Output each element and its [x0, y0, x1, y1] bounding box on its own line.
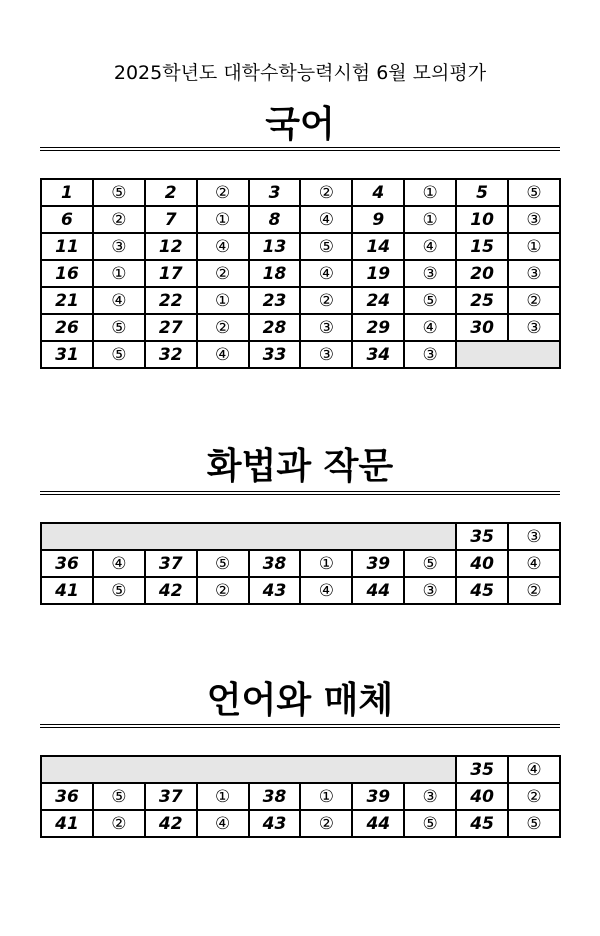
answer-choice: ③ — [300, 341, 352, 368]
answer-choice: ③ — [93, 233, 145, 260]
question-number: 8 — [249, 206, 301, 233]
question-number: 31 — [41, 341, 93, 368]
answer-choice: ② — [197, 577, 249, 604]
answer-choice: ① — [93, 260, 145, 287]
question-number: 2 — [145, 179, 197, 206]
answer-row — [41, 550, 560, 577]
empty-cell — [456, 341, 560, 368]
answer-choice: ④ — [197, 233, 249, 260]
section-title-speech-writing: 화법과 작문 — [206, 446, 394, 487]
answer-choice: ⑤ — [508, 179, 560, 206]
question-number: 26 — [41, 314, 93, 341]
answer-choice: ② — [300, 287, 352, 314]
answer-choice: ① — [197, 287, 249, 314]
question-number: 40 — [456, 550, 508, 577]
question-number: 11 — [41, 233, 93, 260]
answer-choice: ④ — [404, 233, 456, 260]
answer-choice: ③ — [508, 314, 560, 341]
question-number: 17 — [145, 260, 197, 287]
answer-choice: ⑤ — [508, 810, 560, 837]
question-number: 44 — [352, 810, 404, 837]
question-number: 39 — [352, 783, 404, 810]
question-number: 15 — [456, 233, 508, 260]
answer-choice: ⑤ — [404, 550, 456, 577]
answer-choice: ④ — [404, 314, 456, 341]
answer-row — [41, 179, 560, 206]
answer-choice: ③ — [404, 783, 456, 810]
question-number: 38 — [249, 783, 301, 810]
answer-choice: ④ — [508, 550, 560, 577]
answer-row — [41, 756, 560, 783]
question-number: 43 — [249, 577, 301, 604]
answer-row — [41, 523, 560, 550]
answer-row — [41, 341, 560, 368]
answer-row — [41, 783, 560, 810]
answer-choice: ⑤ — [93, 577, 145, 604]
question-number: 36 — [41, 783, 93, 810]
answer-choice: ① — [197, 206, 249, 233]
question-number: 19 — [352, 260, 404, 287]
exam-title: 2025학년도 대학수학능력시험 6월 모의평가 — [113, 62, 487, 84]
question-number: 42 — [145, 577, 197, 604]
answer-choice: ③ — [404, 260, 456, 287]
question-number: 41 — [41, 577, 93, 604]
question-number: 28 — [249, 314, 301, 341]
question-number: 40 — [456, 783, 508, 810]
answer-choice: ① — [300, 783, 352, 810]
question-number: 10 — [456, 206, 508, 233]
question-number: 43 — [249, 810, 301, 837]
answer-choice: ④ — [300, 260, 352, 287]
answer-choice: ③ — [508, 206, 560, 233]
question-number: 5 — [456, 179, 508, 206]
answer-choice: ② — [93, 206, 145, 233]
answer-choice: ④ — [508, 756, 560, 783]
answer-choice: ① — [404, 179, 456, 206]
answer-row — [41, 260, 560, 287]
answer-choice: ② — [197, 179, 249, 206]
answer-choice: ④ — [93, 550, 145, 577]
answer-choice: ⑤ — [404, 287, 456, 314]
question-number: 37 — [145, 783, 197, 810]
question-number: 45 — [456, 810, 508, 837]
answer-row — [41, 810, 560, 837]
question-number: 44 — [352, 577, 404, 604]
section-divider — [40, 491, 560, 495]
question-number: 18 — [249, 260, 301, 287]
answer-choice: ② — [300, 179, 352, 206]
section-divider — [40, 147, 560, 151]
answer-choice: ③ — [508, 523, 560, 550]
answer-choice: ⑤ — [404, 810, 456, 837]
answer-table-language-media — [40, 755, 561, 838]
answer-choice: ② — [93, 810, 145, 837]
question-number: 16 — [41, 260, 93, 287]
answer-table-speech-writing — [40, 522, 561, 605]
answer-row — [41, 233, 560, 260]
answer-choice: ③ — [404, 577, 456, 604]
question-number: 38 — [249, 550, 301, 577]
answer-choice: ④ — [93, 287, 145, 314]
answer-choice: ② — [300, 810, 352, 837]
section-title-korean: 국어 — [265, 104, 335, 145]
answer-choice: ② — [508, 577, 560, 604]
question-number: 41 — [41, 810, 93, 837]
empty-cell — [41, 756, 456, 783]
empty-cell — [41, 523, 456, 550]
question-number: 37 — [145, 550, 197, 577]
answer-choice: ① — [508, 233, 560, 260]
question-number: 7 — [145, 206, 197, 233]
answer-choice: ⑤ — [197, 550, 249, 577]
answer-choice: ③ — [300, 314, 352, 341]
answer-choice: ⑤ — [93, 314, 145, 341]
question-number: 21 — [41, 287, 93, 314]
answer-choice: ⑤ — [300, 233, 352, 260]
question-number: 32 — [145, 341, 197, 368]
question-number: 23 — [249, 287, 301, 314]
section-divider — [40, 724, 560, 728]
answer-choice: ⑤ — [93, 341, 145, 368]
answer-choice: ④ — [197, 341, 249, 368]
question-number: 34 — [352, 341, 404, 368]
answer-row — [41, 287, 560, 314]
answer-choice: ② — [197, 260, 249, 287]
question-number: 42 — [145, 810, 197, 837]
answer-choice: ③ — [508, 260, 560, 287]
question-number: 27 — [145, 314, 197, 341]
question-number: 14 — [352, 233, 404, 260]
question-number: 39 — [352, 550, 404, 577]
question-number: 24 — [352, 287, 404, 314]
question-number: 36 — [41, 550, 93, 577]
answer-row — [41, 206, 560, 233]
answer-choice: ② — [508, 783, 560, 810]
answer-choice: ① — [197, 783, 249, 810]
question-number: 22 — [145, 287, 197, 314]
question-number: 30 — [456, 314, 508, 341]
answer-choice: ② — [508, 287, 560, 314]
answer-choice: ① — [300, 550, 352, 577]
question-number: 6 — [41, 206, 93, 233]
question-number: 45 — [456, 577, 508, 604]
section-title-language-media: 언어와 매체 — [206, 680, 394, 721]
answer-choice: ④ — [300, 206, 352, 233]
question-number: 13 — [249, 233, 301, 260]
answer-row — [41, 314, 560, 341]
question-number: 33 — [249, 341, 301, 368]
question-number: 4 — [352, 179, 404, 206]
answer-choice: ⑤ — [93, 783, 145, 810]
answer-choice: ⑤ — [93, 179, 145, 206]
question-number: 35 — [456, 756, 508, 783]
answer-choice: ① — [404, 206, 456, 233]
question-number: 9 — [352, 206, 404, 233]
answer-choice: ③ — [404, 341, 456, 368]
answer-row — [41, 577, 560, 604]
question-number: 35 — [456, 523, 508, 550]
question-number: 20 — [456, 260, 508, 287]
question-number: 3 — [249, 179, 301, 206]
question-number: 12 — [145, 233, 197, 260]
question-number: 1 — [41, 179, 93, 206]
answer-choice: ② — [197, 314, 249, 341]
answer-choice: ④ — [300, 577, 352, 604]
question-number: 25 — [456, 287, 508, 314]
question-number: 29 — [352, 314, 404, 341]
answer-table-korean — [40, 178, 561, 369]
answer-choice: ④ — [197, 810, 249, 837]
